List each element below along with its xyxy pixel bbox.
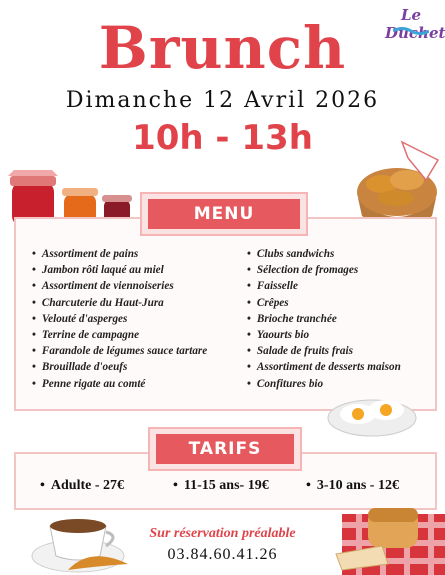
reservation-note: Sur réservation préalable xyxy=(149,526,296,541)
menu-list-left xyxy=(32,246,207,392)
fried-eggs-icon xyxy=(326,390,418,438)
tarif-child: • 3-10 ans - 12€ xyxy=(306,478,399,494)
logo-text: Le Duchet xyxy=(385,6,445,42)
phone-number: 03.84.60.41.26 xyxy=(167,546,278,563)
list-item: • Clubs sandwichs xyxy=(247,246,401,262)
list-item: • Terrine de campagne xyxy=(32,327,207,343)
list-item: • Assortiment de pains xyxy=(32,246,207,262)
list-item: • Yaourts bio xyxy=(247,327,401,343)
tarif-adult: • Adulte - 27€ xyxy=(40,478,124,494)
tarifs-banner xyxy=(148,427,302,471)
menu-heading: MENU xyxy=(148,199,300,229)
list-item: • Velouté d'asperges xyxy=(32,311,207,327)
list-item: • Brioche tranchée xyxy=(247,311,401,327)
list-item: • Faisselle xyxy=(247,278,401,294)
menu-banner xyxy=(140,192,308,236)
menu-list-right xyxy=(247,246,401,392)
list-item: • Sélection de fromages xyxy=(247,262,401,278)
list-item: • Charcuterie du Haut-Jura xyxy=(32,295,207,311)
list-item: • Crêpes xyxy=(247,295,401,311)
list-item: • Confitures bio xyxy=(247,376,401,392)
tarifs-heading: TARIFS xyxy=(156,434,294,464)
list-item: • Brouillade d'oeufs xyxy=(32,359,207,375)
list-item: • Assortiment de viennoiseries xyxy=(32,278,207,294)
tarif-teen: • 11-15 ans- 19€ xyxy=(173,478,269,494)
list-item: • Jambon rôti laqué au miel xyxy=(32,262,207,278)
list-item: • Salade de fruits frais xyxy=(247,343,401,359)
list-item: • Assortiment de desserts maison xyxy=(247,359,401,375)
event-hours: 10h - 13h xyxy=(132,118,313,158)
list-item: • Penne rigate au comté xyxy=(32,376,207,392)
page-title: Brunch xyxy=(98,14,347,82)
event-date: Dimanche 12 Avril 2026 xyxy=(65,88,380,113)
list-item: • Farandole de légumes sauce tartare xyxy=(32,343,207,359)
